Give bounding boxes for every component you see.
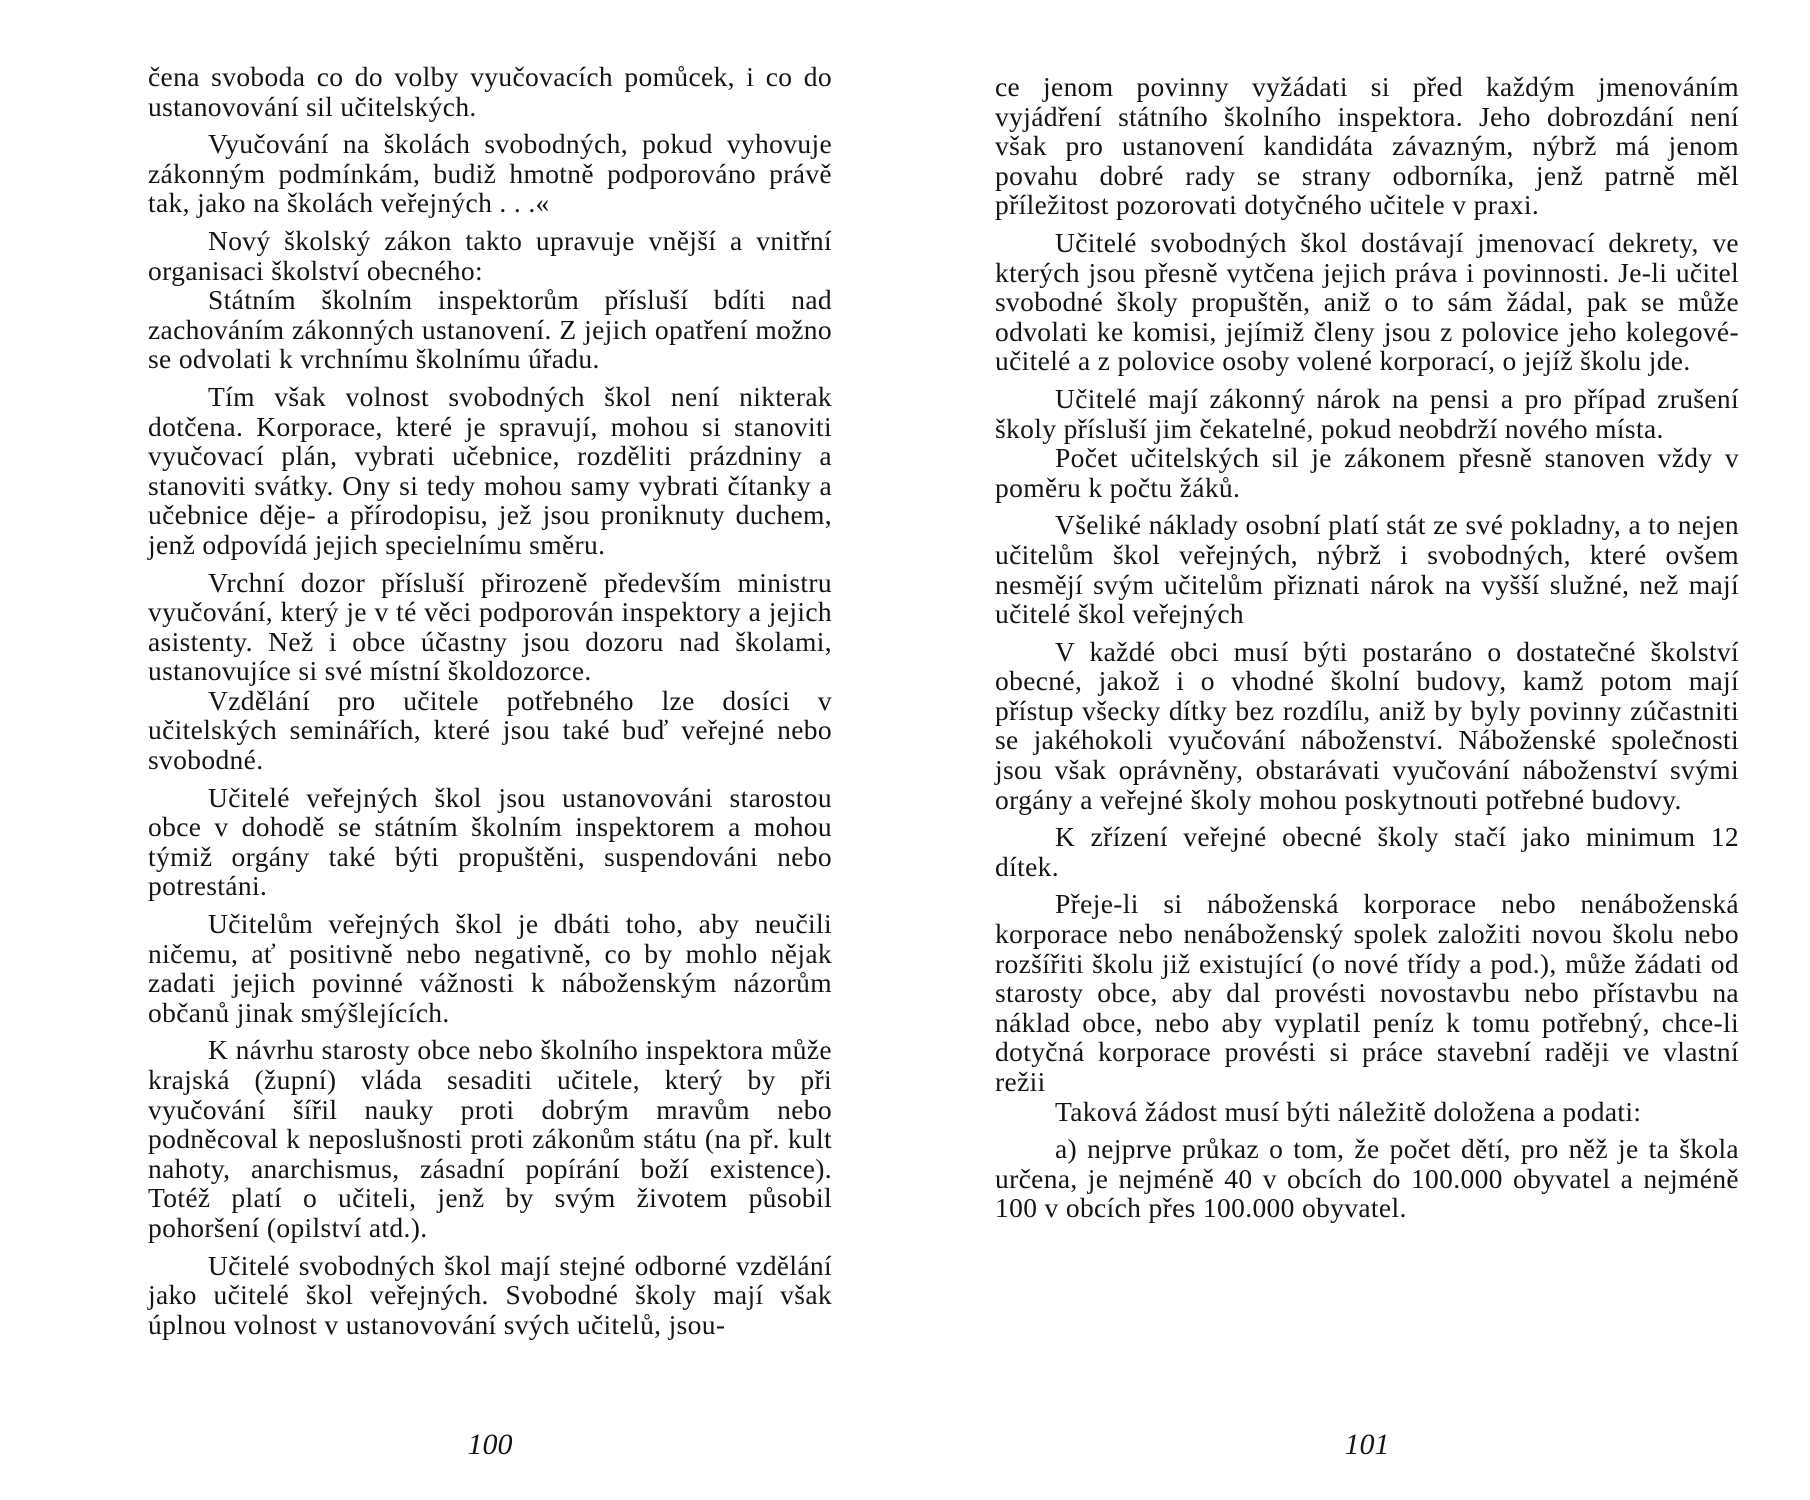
paragraph: Vyučování na školách svobodných, pokud vyhovuje zákonným podmínkám, budiž hmotně podporováno právě tak, jako na školách veřejných . . .« — [148, 128, 832, 219]
paragraph: Vrchní dozor přísluší přirozeně především ministru vyučování, který je v té věci podporován inspektory a jejich asistenty. Než i obce účastny jsou dozoru nad školami, ustanovujíce si své místní školdozorce. — [148, 566, 832, 687]
paragraph: K zřízení veřejné obecné školy stačí jako minimum 12 dítek. — [995, 821, 1739, 882]
paragraph: ce jenom povinny vyžádati si před každým jmenováním vyjádření státního školního inspektora. Jeho dobrozdání není však pro ustanovení kandidáta závazným, nýbrž má jenom povahu dobré rady se strany odborníka, jenž patrně měl příležitost pozorovati dotyčného učitele v praxi. — [995, 71, 1739, 221]
left-page-text — [148, 62, 832, 1347]
paragraph: čena svoboda co do volby vyučovacích pomůcek, i co do ustanovování sil učitelských. — [148, 61, 832, 122]
left-page — [148, 0, 832, 1500]
paragraph: Taková žádost musí býti náležitě doložena a podati: — [1055, 1095, 1642, 1127]
paragraph: a) nejprve průkaz o tom, že počet dětí, pro něž je ta škola určena, je nejméně 40 v obcích do 100.000 obyvatel a nejméně 100 v obcích přes 100.000 obyvatel. — [995, 1133, 1739, 1224]
paragraph: Všeliké náklady osobní platí stát ze své pokladny, a to nejen učitelům škol veřejných, nýbrž i svobodných, které ovšem nesmějí svým učitelům přiznati nárok na vyšší služné, než mají učitelé škol veřejných — [995, 509, 1739, 630]
paragraph: Státním školním inspektorům přísluší bdíti nad zachováním zákonných ustanovení. Z jejich opatření možno se odvolati k vrchnímu školnímu úřadu. — [148, 284, 832, 375]
paragraph: Učitelům veřejných škol je dbáti toho, aby neučili ničemu, ať positivně nebo negativně, co by mohlo nějak zadati jejich povinné vážnosti k náboženským názorům občanů jinak smýšlejících. — [148, 908, 832, 1028]
page-number: 101 — [1344, 1428, 1390, 1461]
page-number: 100 — [467, 1428, 513, 1461]
paragraph: Tím však volnost svobodných škol není nikterak dotčena. Korporace, které je spravují, mohou si stanoviti vyučovací plán, vybrati učebnice, rozděliti prázdniny a stanoviti svátky. Ony si tedy mohou samy vybrati čítanky a učebnice děje- a přírodopisu, jež jsou proniknuty duchem, jenž odpovídá jejich specielnímu směru. — [148, 380, 832, 560]
paragraph: Přeje-li si náboženská korporace nebo nenáboženská korporace nebo nenáboženský spolek založiti novou školu nebo rozšířiti školu již existující (o nové třídy a pod.), může žádati od starosty obce, aby dal provésti novostavbu nebo přístavbu na náklad obce, nebo aby vyplatil peníz k tomu potřebný, chce-li dotyčná korporace provésti si práce stavební raději ve vlastní režii — [995, 888, 1739, 1097]
paragraph: Učitelé veřejných škol jsou ustanovováni starostou obce v dohodě se státním školním inspektorem a mohou týmiž orgány také býti propuštěni, suspendováni nebo potrestáni. — [148, 781, 832, 902]
paragraph: Vzdělání pro učitele potřebného lze dosíci v učitelských seminářích, které jsou také buď veřejné nebo svobodné. — [148, 684, 832, 776]
right-page — [995, 0, 1739, 1500]
right-page-text — [995, 72, 1739, 1231]
paragraph: Učitelé svobodných škol mají stejné odborné vzdělání jako učitelé škol veřejných. Svobodné školy mají však úplnou volnost v ustanovování svých učitelů, jsou- — [148, 1249, 832, 1340]
paragraph: Učitelé svobodných škol dostávají jmenovací dekrety, ve kterých jsou přesně vytčena jejich práva i povinnosti. Je-li učitel svobodné školy propuštěn, aniž o to sám žádal, pak se může odvolati ke komisi, jejímiž členy jsou z polovice jeho kolegové-učitelé a z polovice osoby volené korporací, o jejíž školu jde. — [995, 226, 1739, 377]
paragraph: V každé obci musí býti postaráno o dostatečné školství obecné, jakož i o vhodné školní budovy, kamž potom mají přístup všecky dítky bez rozdílu, aniž by byly povinny zúčastniti se jakéhokoli vyučování náboženství. Náboženské společnosti jsou však oprávněny, obstarávati vyučování náboženství svými orgány a veřejné školy mohou poskytnouti potřebné budovy. — [995, 635, 1739, 815]
paragraph: K návrhu starosty obce nebo školního inspektora může krajská (župní) vláda sesaditi učitele, který by při vyučování šířil nauky proti dobrým mravům nebo podněcoval k neposlušnosti proti zákonům státu (na př. kult nahoty, anarchismus, zásadní popírání boží existence). Totéž platí o učiteli, jenž by svým životem působil pohoršení (opilství atd.). — [148, 1034, 832, 1243]
paragraph: Učitelé mají zákonný nárok na pensi a pro případ zrušení školy přísluší jim čekatelné, pokud neobdrží nového místa. — [995, 382, 1739, 444]
paragraph: Nový školský zákon takto upravuje vnější a vnitřní organisaci školství obecného: — [148, 224, 832, 286]
paragraph: Počet učitelských sil je zákonem přesně stanoven vždy v poměru k počtu žáků. — [995, 442, 1739, 503]
